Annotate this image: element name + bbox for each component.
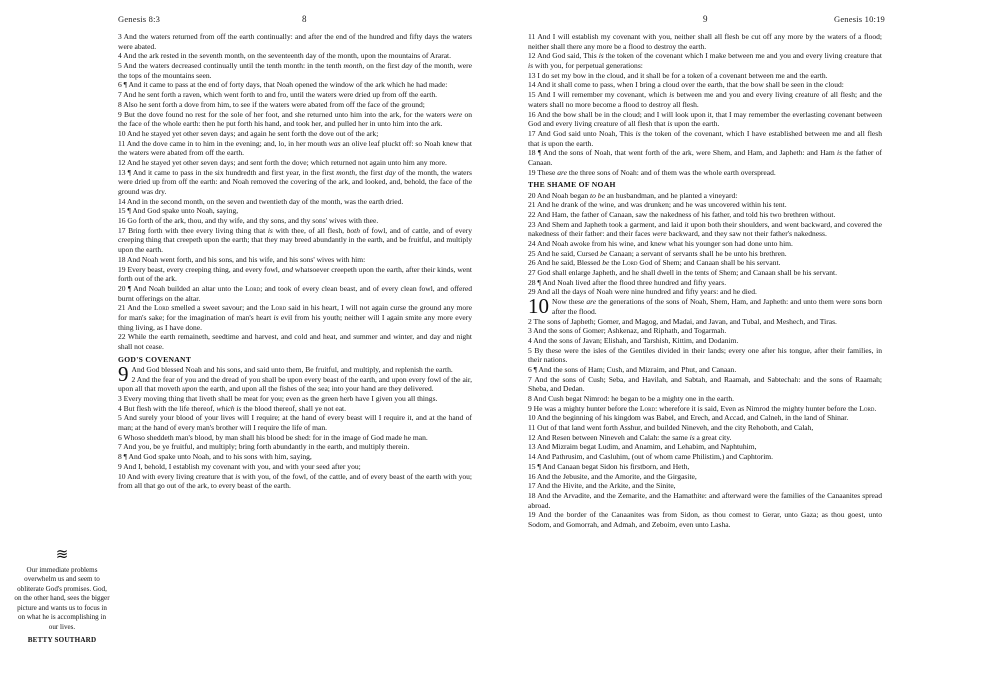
verse-paragraph: 28 ¶ And Noah lived after the flood three hundred and fifty years. (528, 277, 727, 287)
verse-paragraph: 19 Every beast, every creeping thing, and every fowl, and whatsoever creepeth upon the earth, after their kinds, went forth out of the ark. (118, 264, 472, 284)
chapter-number-9: 9 (118, 361, 129, 386)
verse-paragraph: 19 And the border of the Canaanites was from Sidon, as thou comest to Gerar, unto Gaza; as thou goest, unto Sodom, and Gomorrah, and Admah, and Zeboim, even unto Lasha. (528, 510, 882, 529)
verse-paragraph: 6 ¶ And the sons of Ham; Cush, and Mizraim, and Phut, and Canaan. (528, 364, 737, 374)
margin-note (14, 548, 110, 644)
verse-paragraph: 10 And the beginning of his kingdom was Babel, and Erech, and Accad, and Calneh, in the land of Shinar. (528, 413, 849, 423)
verse-paragraph: 14 And Pathrusim, and Casluhim, (out of whom came Philistim,) and Caphtorim. (528, 452, 774, 462)
verse-paragraph: 5 By these were the isles of the Gentiles divided in their lands; every one after his tongue, after their families, in their nations. (528, 345, 882, 365)
verse-paragraph: 17 Bring forth with thee every living thing that is with thee, of all flesh, both of fowl, and of cattle, and of every creeping thing that creepeth upon the earth; that they may breed abundantly in the earth, and be fruitful, and multiply upon the earth. (118, 225, 473, 255)
verse-paragraph: 12 And he stayed yet other seven days; and sent forth the dove; which returned not again unto him any more. (118, 157, 447, 167)
verse-paragraph: 16 And the bow shall be in the cloud; and I will look upon it, that I may remember the everlasting covenant between God and every living creature of all flesh that is upon the earth. (528, 109, 882, 129)
verse-paragraph: 8 ¶ And God spake unto Noah, and to his sons with him, saying, (118, 452, 312, 462)
verse-paragraph: 13 I do set my bow in the cloud, and it shall be for a token of a covenant between me and the earth. (528, 70, 828, 80)
verse-paragraph: 24 And Noah awoke from his wine, and knew what his younger son had done unto him. (528, 239, 793, 248)
verse-paragraph: 5 And the waters decreased continually until the tenth month: in the tenth month, on the first day of the month, were the tops of the mountains seen. (118, 61, 472, 80)
verse-paragraph: 12 And Resen between Nineveh and Calah: the same is a great city. (528, 432, 732, 442)
verse-paragraph: 15 ¶ And God spake unto Noah, saying, (118, 206, 239, 216)
verse-paragraph: 15 ¶ And Canaan begat Sidon his firstborn, and Heth, (528, 461, 690, 471)
chapter-number-10: 10 (528, 294, 549, 319)
section-heading-shame-of-noah: THE SHAME OF NOAH (528, 180, 616, 190)
verse-paragraph: 3 Every moving thing that liveth shall be meat for you; even as the green herb have I given you all things. (118, 394, 438, 403)
margin-note-text: Our immediate problems overwhelm us and seem to obliterate God's promises. God, on the other hand, sees the bigger picture and wants us to focus in on what he is accomplishing in our lives. (14, 566, 110, 631)
verse-paragraph: 21 And he drank of the wine, and was drunken; and he was uncovered within his tent. (528, 200, 787, 210)
verse-paragraph: 10 And with every living creature that is with you, of the fowl, of the cattle, and of every beast of the earth with you; from all that go out of the ark, to every beast of the earth. (118, 471, 473, 491)
verse-paragraph: 8 Also he sent forth a dove from him, to see if the waters were abated from off the face of the ground; (118, 99, 425, 109)
genesis-9-verses (118, 361, 473, 491)
verse-paragraph: 26 And he said, Blessed be the Lord God of Shem; and Canaan shall be his servant. (528, 258, 781, 268)
verse-paragraph: 21 And the Lord smelled a sweet savour; and the Lord said in his heart, I will not again curse the ground any more for man's sake; for the imagination of man's heart is evil from his youth; neither will I again smite any more every thing living, as I have done. (118, 303, 472, 332)
verse-paragraph: 3 And the sons of Gomer; Ashkenaz, and Riphath, and Togarmah. (528, 326, 727, 336)
genesis-9-chapter-opening (118, 361, 473, 491)
verse-paragraph: 2 The sons of Japheth; Gomer, and Magog, and Madai, and Javan, and Tubal, and Meshech, and Tiras. (528, 316, 837, 326)
verse-paragraph: 16 And the Jebusite, and the Amorite, and the Girgasite, (528, 471, 697, 481)
verse-paragraph: 10 And he stayed yet other seven days; and again he sent forth the dove out of the ark; (118, 128, 379, 138)
verse-paragraph: 7 And the sons of Cush; Seba, and Havilah, and Sabtah, and Raamah, and Sabtechah: and the sons of Raamah; Sheba, and Dedan. (528, 374, 882, 394)
verse-paragraph: 18 ¶ And the sons of Noah, that went forth of the ark, were Shem, and Ham, and Japheth: and Ham is the father of Canaan. (528, 148, 882, 167)
verse-paragraph: 17 And the Hivite, and the Arkite, and the Sinite, (528, 481, 676, 491)
verse-paragraph: 5 And surely your blood of your lives will I require; at the hand of every beast will I require it, and at the hand of man; at the hand of every man's brother will I require the life of man. (118, 413, 472, 433)
genesis-8-verses (118, 32, 472, 352)
verse-paragraph: 16 Go forth of the ark, thou, and thy wife, and thy sons, and thy sons' wives with thee. (118, 216, 379, 226)
verse-paragraph: 14 And it shall come to pass, when I bring a cloud over the earth, that the bow shall be seen in the cloud: (528, 80, 844, 90)
page-number-right: 9 (703, 14, 708, 24)
verse-paragraph: 4 And the ark rested in the seventh month, on the seventeenth day of the month, upon the mountains of Ararat. (118, 51, 452, 61)
verse-paragraph: 12 And God said, This is the token of the covenant which I make between me and you and every living creature that is with you, for perpetual generations: (528, 51, 882, 71)
verse-paragraph: And God blessed Noah and his sons, and said unto them, Be fruitful, and multiply, and replenish the earth. (131, 364, 453, 374)
section-heading-gods-covenant: GOD'S COVENANT (118, 354, 192, 364)
verse-paragraph: 22 And Ham, the father of Canaan, saw the nakedness of his father, and told his two brethren without. (528, 209, 836, 219)
verse-paragraph: 7 And he sent forth a raven, which went forth to and fro, until the waters were dried up from off the earth. (118, 90, 438, 100)
page-number-left: 8 (302, 14, 307, 24)
verse-paragraph: 22 While the earth remaineth, seedtime and harvest, and cold and heat, and summer and winter, and day and night shall not cease. (118, 332, 472, 351)
verse-paragraph: 4 And the sons of Javan; Elishah, and Tarshish, Kittim, and Dodanim. (528, 335, 739, 345)
genesis-9-verses-continued (528, 32, 882, 177)
verse-paragraph: 13 And Mizraim begat Ludim, and Anamim, and Lehabim, and Naphtuhim, (528, 442, 757, 452)
verse-paragraph: 27 God shall enlarge Japheth, and he shall dwell in the tents of Shem; and Canaan shall be his servant. (528, 268, 838, 278)
verse-paragraph: 20 ¶ And Noah builded an altar unto the Lord; and took of every clean beast, and of every clean fowl, and offered burnt offerings on the altar. (118, 283, 472, 303)
genesis-10-chapter-opening (528, 294, 882, 530)
verse-paragraph: 9 He was a mighty hunter before the Lord: wherefore it is said, Even as Nimrod the mighty hunter before the Lord. (528, 403, 877, 413)
verse-paragraph: Now these are the generations of the sons of Noah, Shem, Ham, and Japheth: and unto them were sons born after the flood. (552, 297, 882, 316)
verse-paragraph: 11 And the dove came in to him in the evening; and, lo, in her mouth was an olive leaf pluckt off: so Noah knew that the waters were abated from off the earth. (118, 138, 472, 158)
genesis-10-verses (528, 294, 882, 530)
running-head-right-reference: Genesis 10:19 (834, 14, 885, 24)
verse-paragraph: 25 And he said, Cursed be Canaan; a servant of servants shall he be unto his brethren. (528, 248, 787, 258)
verse-paragraph: 11 Out of that land went forth Asshur, and builded Nineveh, and the city Rehoboth, and Calah, (528, 423, 814, 433)
verse-paragraph: 4 But flesh with the life thereof, which is the blood thereof, shall ye not eat. (118, 403, 347, 413)
verse-paragraph: 23 And Shem and Japheth took a garment, and laid it upon both their shoulders, and went backward, and covered the nakedness of their father: and their faces were backward, and they saw not their father's nakedness. (528, 219, 882, 239)
margin-note-author: BETTY SOUTHARD (27, 635, 97, 644)
verse-paragraph: 11 And I will establish my covenant with you, neither shall all flesh be cut off any more by the waters of a flood; neither shall there any more be a flood to destroy the earth. (528, 32, 882, 51)
genesis-9-verses-20-29 (528, 191, 882, 298)
left-text-column (118, 32, 472, 491)
verse-paragraph: 7 And you, be ye fruitful, and multiply; bring forth abundantly in the earth, and multiply therein. (118, 442, 410, 452)
verse-paragraph: 20 And Noah began to be an husbandman, and he planted a vineyard: (528, 190, 738, 200)
verse-paragraph: 13 ¶ And it came to pass in the six hundredth and first year, in the first month, the first day of the month, the waters were dried up from off the earth: and Noah removed the covering of the ark, and looked, and, behold, the face of the ground was dry. (118, 167, 472, 196)
right-text-column (528, 32, 882, 530)
verse-paragraph: 17 And God said unto Noah, This is the token of the covenant, which I have established between me and all flesh that is upon the earth. (528, 128, 882, 148)
running-head-left-reference: Genesis 8:3 (118, 14, 161, 24)
verse-paragraph: 18 And Noah went forth, and his sons, and his wife, and his sons' wives with him: (118, 254, 366, 264)
verse-paragraph: 19 These are the three sons of Noah: and of them was the whole earth overspread. (528, 167, 776, 177)
verse-paragraph: 14 And in the second month, on the seven and twentieth day of the month, was the earth dried. (118, 196, 404, 206)
ornament-icon: ≋ (55, 547, 69, 563)
verse-paragraph: 3 And the waters returned from off the earth continually: and after the end of the hundred and fifty days the waters were abated. (118, 32, 472, 51)
verse-paragraph: 6 ¶ And it came to pass at the end of forty days, that Noah opened the window of the ark which he had made: (118, 80, 448, 90)
verse-paragraph: 18 And the Arvadite, and the Zemarite, and the Hamathite: and afterward were the families of the Canaanites spread abroad. (528, 490, 882, 510)
verse-paragraph: 6 Whoso sheddeth man's blood, by man shall his blood be shed: for in the image of God made he man. (118, 432, 428, 442)
verse-paragraph: 9 And I, behold, I establish my covenant with you, and with your seed after you; (118, 461, 361, 471)
verse-paragraph: 9 But the dove found no rest for the sole of her foot, and she returned unto him into the ark, for the waters were on the face of the whole earth: then he put forth his hand, and took her, and pulled her in unto him into the ark. (118, 109, 472, 129)
verse-paragraph: 29 And all the days of Noah were nine hundred and fifty years: and he died. (528, 287, 757, 297)
verse-paragraph: 8 And Cush begat Nimrod: he began to be a mighty one in the earth. (528, 394, 735, 403)
verse-paragraph: 15 And I will remember my covenant, which is between me and you and every living creature of all flesh; and the waters shall no more become a flood to destroy all flesh. (528, 90, 882, 109)
verse-paragraph: 2 And the fear of you and the dread of you shall be upon every beast of the earth, and upon every fowl of the air, upon all that moveth upon the earth, and upon all the fishes of the sea; into your hand are they delivered. (118, 374, 472, 394)
